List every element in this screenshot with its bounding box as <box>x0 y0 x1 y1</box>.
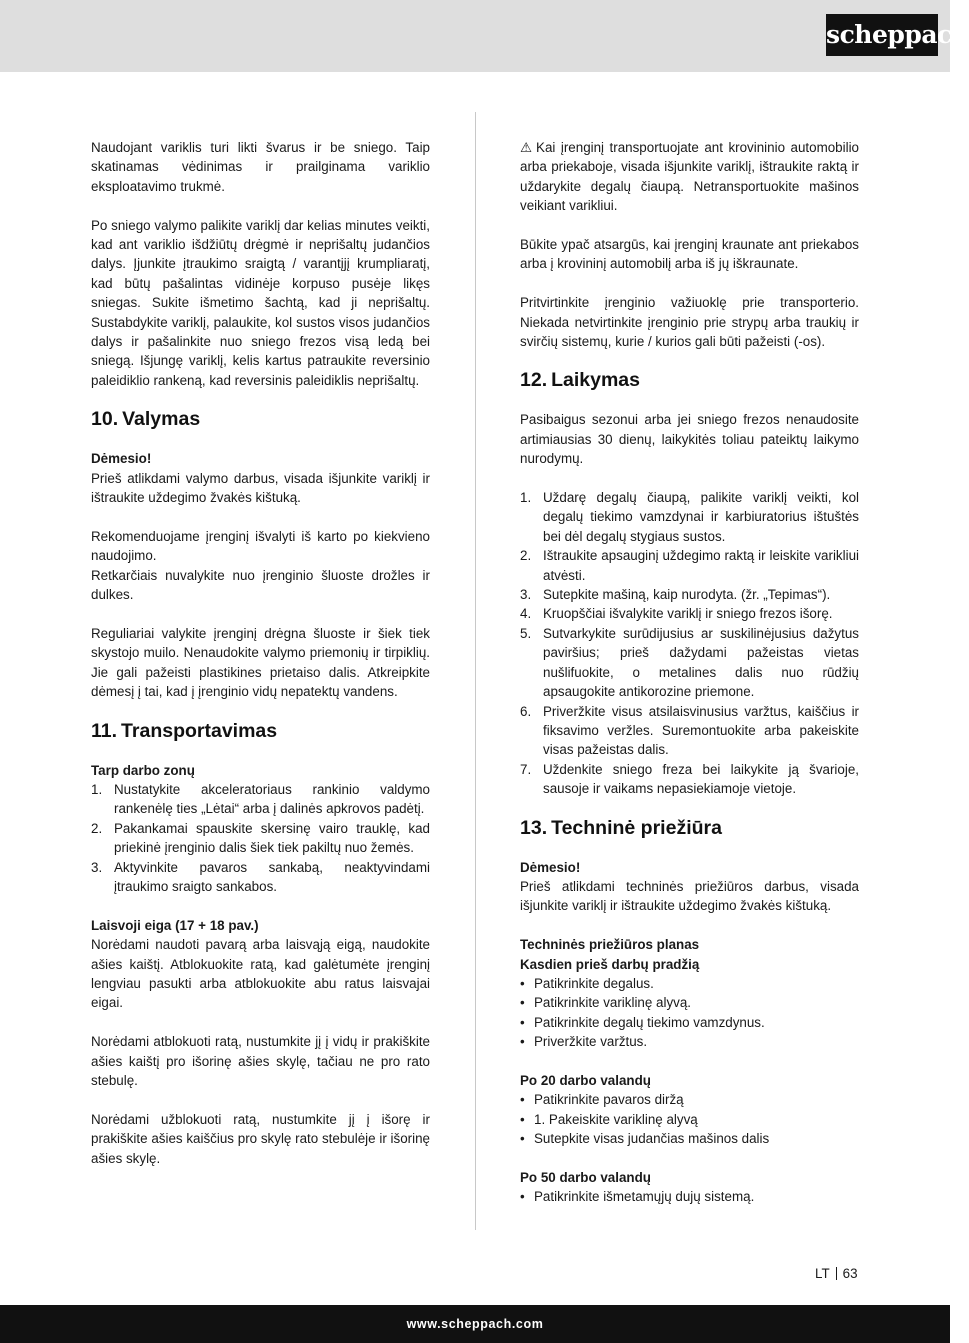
list-item: 2. Pakankamai spauskite skersinę vairo trauklę, kad priekinė įrenginio dalis šiek tiek pakiltų nuo žemės. <box>91 820 430 856</box>
list-item: • Patikrinkite degalų tiekimo vamzdynus. <box>520 1013 859 1032</box>
subheading: Techninės priežiūros planas <box>520 937 700 953</box>
list-item: 4. Kruopščiai išvalykite variklį ir sniego frezos išorę. <box>520 606 833 622</box>
paragraph: Pritvirtinkite įrenginio važiuoklę prie transporterio. Niekada netvirtinkite įrenginio prie strypų arba traukių ir svirčių sistemų, kurie / kurios gali būti pažeisti (-os). <box>520 295 859 350</box>
header-bar <box>0 0 969 72</box>
section-heading-13: 13. Techninė priežiūra <box>520 816 722 839</box>
daily-checklist <box>520 974 859 1052</box>
list-item: 3. Aktyvinkite pavaros sankabą, neaktyvindami įtraukimo sraigto sankabos. <box>91 859 430 894</box>
subheading: Po 50 darbo valandų <box>520 1170 651 1185</box>
warning-icon: ⚠ <box>520 140 533 155</box>
paragraph: Retkarčiais nuvalykite nuo įrenginio šluoste drožles ir dulkes. <box>91 567 430 603</box>
list-item: • Patikrinkite išmetamųjų dujų sistemą. <box>520 1187 859 1206</box>
list-item: • Priveržkite varžtus. <box>520 1032 859 1051</box>
list-item: • Patikrinkite pavaros diržą <box>520 1090 859 1109</box>
paragraph: Pasibaigus sezonui arba jei sniego frezos nenaudosite artimiausias 30 dienų, laikykitės toliau pateiktų laikymo nurodymų. <box>520 412 859 467</box>
section-heading-11: 11. Transportavimas <box>91 719 278 742</box>
list-item: 1. Nustatykite akceleratoriaus rankinio valdymo rankenėlę ties „Lėtai“ arba į dalinės apkrovos padėtį. <box>91 781 430 817</box>
storage-steps-list <box>520 488 859 799</box>
list-item: 2. Ištraukite apsauginį uždegimo raktą ir leiskite varikliui atvėsti. <box>520 548 859 583</box>
paragraph: Po sniego valymo palikite variklį dar kelias minutes veikti, kad ant variklio išdžiūtų drėgmė ir neprišaltų judančios dalys. Įjunkite įtraukimo sraigtą / varantįjį krumpliaratį, kad būtų pašalintas vidinėje korpuso pusėje likęs sniegas. Sukite išmetimo šachtą, kad ji neprišaltų. Sustabdykite variklį, palaukite, kol sustos visos judančios dalys ir pašalinkite nuo sniego frezos visą ledą bei sniegą. Išjungę variklį, kelis kartus patraukite reversinio paleidiklio rankeną, kad reversinis paleidiklis neprišaltų. <box>91 217 430 388</box>
attention-label: Dėmesio! <box>91 451 152 467</box>
paragraph: Būkite ypač atsargūs, kai įrenginį kraunate ant priekabos arba į krovininį automobilį arba iš jų iškraunate. <box>520 237 859 272</box>
list-item: 6. Priveržkite visus atsilaisvinusius varžtus, kaiščius ir fiksavimo veržles. Suremontuokite arba pakeiskite visas pažeistas dalis. <box>520 703 859 758</box>
transport-steps-list <box>91 780 430 896</box>
right-column <box>520 138 859 1207</box>
paragraph: Naudojant variklis turi likti švarus ir be sniego. Taip skatinamas vėdinimas ir prailginama variklio eksploatavimo trukmė. <box>91 140 430 194</box>
list-item: 1. Uždarę degalų čiaupą, palikite variklį veikti, kol degalų tiekimo vamzdynai ir karbiuratorius ištuštės bei dėl degalų stygiaus sustos. <box>520 490 859 544</box>
subheading: Po 20 darbo valandų <box>520 1072 651 1088</box>
subheading: Kasdien prieš darbų pradžią <box>520 956 700 972</box>
column-divider <box>475 112 476 1230</box>
paragraph: Norėdami naudoti pavarą arba laisvąją eigą, naudokite ašies kaištį. Atblokuokite ratą, kad galėtumėte įrenginį lengviau pasukti arba atblokuokite abu ratus laisvajai eigai. <box>91 937 430 1011</box>
section-heading-10: 10. Valymas <box>91 408 201 431</box>
fifty-hour-checklist <box>520 1187 859 1206</box>
list-item: 5. Sutvarkykite surūdijusius ar suskilinėjusius dažytus paviršius; prieš dažydami pažeistas vietas nušlifuokite, o metalines dalis nuo rūdžių apsaugokite antikorozine priemone. <box>520 625 859 700</box>
paragraph: Prieš atlikdami techninės priežiūros darbus, visada išjunkite variklį ir ištraukite uždegimo žvakės kištuką. <box>520 878 859 914</box>
page-number <box>815 1265 858 1283</box>
list-item: • Patikrinkite variklinę alyvą. <box>520 993 859 1012</box>
warning-paragraph: ⚠ Kai įrenginį transportuojate ant krovininio automobilio arba priekaboje, visada išjunkite variklį, ištraukite raktą ir uždarykite degalų čiaupą. Netransportuokite mašinos veikiant varikliui. <box>520 140 859 214</box>
twenty-hour-checklist <box>520 1090 859 1148</box>
paragraph: Norėdami atblokuoti ratą, nustumkite jį į vidų ir prakiškite ašies kaištį pro išorinę ašies skylę, tačiau ne pro rato stebulę. <box>91 1034 430 1088</box>
list-item: • Sutepkite visas judančias mašinos dalis <box>520 1129 859 1148</box>
paragraph: Rekomenduojame įrenginį išvalyti iš karto po kiekvieno naudojimo. <box>91 528 430 564</box>
left-column <box>91 138 430 1168</box>
paragraph: Norėdami užblokuoti ratą, nustumkite jį į išorę ir prakiškite ašies kaiščius pro skylę rato stebulėje ir išorinę ašies skylę. <box>91 1111 430 1166</box>
section-heading-12: 12. Laikymas <box>520 369 641 392</box>
page-number-value: 63 <box>842 1266 858 1281</box>
language-code: LT <box>815 1266 830 1281</box>
attention-label: Dėmesio! <box>520 859 581 875</box>
subheading: Tarp darbo zonų <box>91 762 195 778</box>
list-item: 3. Sutepkite mašiną, kaip nurodyta. (žr. „Tepimas“). <box>520 587 831 603</box>
list-item: • 1. Pakeiskite variklinę alyvą <box>520 1110 859 1129</box>
paragraph: Reguliariai valykite įrenginį drėgna šluoste ir šiek tiek skystojo muilo. Nenaudokite valymo priemonių ir tirpiklių. Jie gali pažeisti plastikines prietaiso dalis. Atkreipkite dėmesį į tai, kad į įrenginio vidų nepatektų vandens. <box>91 625 430 700</box>
list-item: • Patikrinkite degalus. <box>520 974 859 993</box>
subheading: Laisvoji eiga (17 + 18 pav.) <box>91 917 259 933</box>
paragraph: Prieš atlikdami valymo darbus, visada išjunkite variklį ir ištraukite uždegimo žvakės kištuką. <box>91 470 430 506</box>
list-item: 7. Uždenkite sniego freza bei laikykite ją švarioje, sausoje ir vaikams nepasiekiamoje vietoje. <box>520 761 859 797</box>
footer-url: www.scheppach.com <box>406 1317 544 1331</box>
footer-bar <box>0 1305 950 1343</box>
scheppach-logo: scheppach <box>826 14 938 56</box>
